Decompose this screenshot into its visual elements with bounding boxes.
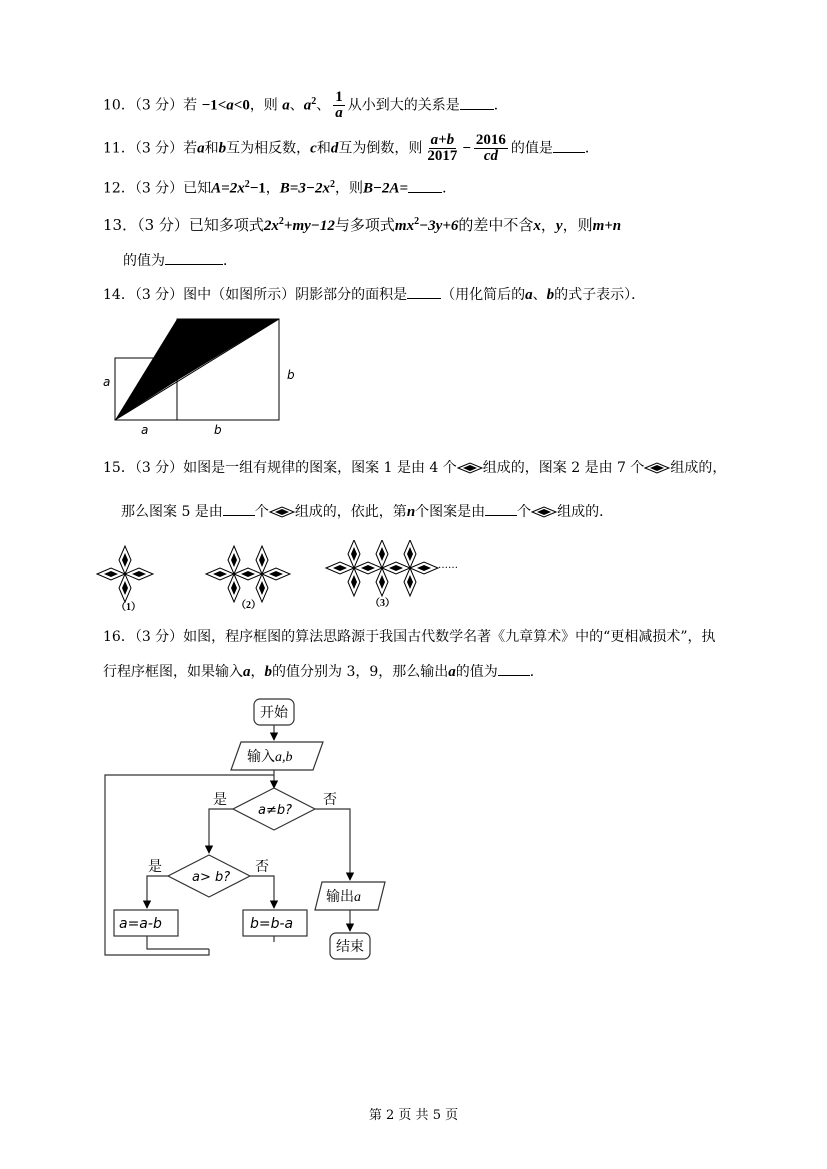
subtract-b-label: b=b-a xyxy=(250,916,294,932)
pattern-1 xyxy=(97,546,153,602)
caption-3: （3） xyxy=(370,598,395,609)
caption-1: （1） xyxy=(116,602,141,613)
shaded-area-figure xyxy=(96,312,316,442)
pattern-figures xyxy=(96,540,476,615)
question-16-line-2: 行程序框图，如果输入a，b的值分别为 3，9，那么输出a的值为 ． xyxy=(103,661,544,682)
pattern-3 xyxy=(326,540,438,596)
fraction-2016-over-cd: $\frac{2016}{cd}$ xyxy=(475,132,506,164)
subtract-a-label: a=a-b xyxy=(119,916,162,932)
answer-blank xyxy=(408,178,442,193)
caption-2: （2） xyxy=(236,600,261,611)
condition-2-label: a> b? xyxy=(192,870,231,885)
diamond-icon xyxy=(531,506,557,518)
question-13: 13．（3 分）已知多项式$2x^2+my-12$与多项式$mx^2-3y+6$的差中不含x，y，则m+n xyxy=(103,216,622,234)
end-label: 结束 xyxy=(336,939,364,955)
label-b-side: b xyxy=(287,368,295,382)
answer-blank xyxy=(460,95,494,110)
diamond-icon xyxy=(457,462,483,474)
question-16: 16．（3 分）如图，程序框图的算法思路源于我国古代数学名著《九章算术》中的“更相减损术”，执 xyxy=(103,629,716,645)
no-label-2: 否 xyxy=(255,859,269,875)
start-label: 开始 xyxy=(260,705,288,721)
question-10: 10．（3 分）若 −1<a<0，则 a、$a^2$、 $\frac{1}{a}$ 从小到大的关系是 ． xyxy=(103,89,508,121)
no-label-1: 否 xyxy=(323,792,337,808)
input-label: 输入a,b xyxy=(247,749,293,765)
label-b-bottom: b xyxy=(214,423,222,437)
label-a-side: a xyxy=(103,375,111,389)
diamond-icon xyxy=(644,462,670,474)
label-a-bottom: a xyxy=(141,423,149,437)
answer-blank xyxy=(407,284,441,299)
output-label: 输出a xyxy=(326,889,361,905)
question-11: 11．（3 分）若a和b互为相反数，c和d互为倒数，则 $\frac{a+b}{2017}$ − $\frac{2016}{cd}$ 的值是 ． xyxy=(103,132,599,164)
page-footer: 第 2 页 共 5 页 xyxy=(368,1108,459,1123)
question-13-line-2: 的值为 ． xyxy=(123,250,237,271)
fraction-1-over-a: $\frac{1}{a}$ xyxy=(335,89,343,121)
answer-blank xyxy=(553,138,585,153)
yes-label-1: 是 xyxy=(213,792,227,808)
fraction-a-plus-b: $\frac{a+b}{2017}$ xyxy=(427,132,458,164)
flowchart xyxy=(95,690,405,975)
answer-blank xyxy=(485,501,517,516)
question-15-line-2: 那么图案 5 是由 个 组成的，依此，第n个图案是由 个 组成的． xyxy=(121,501,613,522)
condition-1-label: a≠b? xyxy=(258,803,293,818)
question-12: 12．（3 分）已知$A=2x^2-1$，$B=3-2x^2$，则B−2A= ． xyxy=(103,179,457,197)
answer-blank xyxy=(165,250,223,265)
answer-blank xyxy=(223,501,255,516)
question-15: 15．（3 分）如图是一组有规律的图案，图案 1 是由 4 个 组成的，图案 2 是由 7 个 组成的， xyxy=(103,460,727,476)
answer-blank xyxy=(498,661,530,676)
yes-label-2: 是 xyxy=(148,859,162,875)
diamond-icon xyxy=(269,506,295,518)
question-14: 14．（3 分）图中（如图所示）阴影部分的面积是 （用化简后的a、b的式子表示）． xyxy=(103,284,645,305)
ellipsis: …… xyxy=(438,560,458,571)
pattern-2 xyxy=(206,546,290,602)
